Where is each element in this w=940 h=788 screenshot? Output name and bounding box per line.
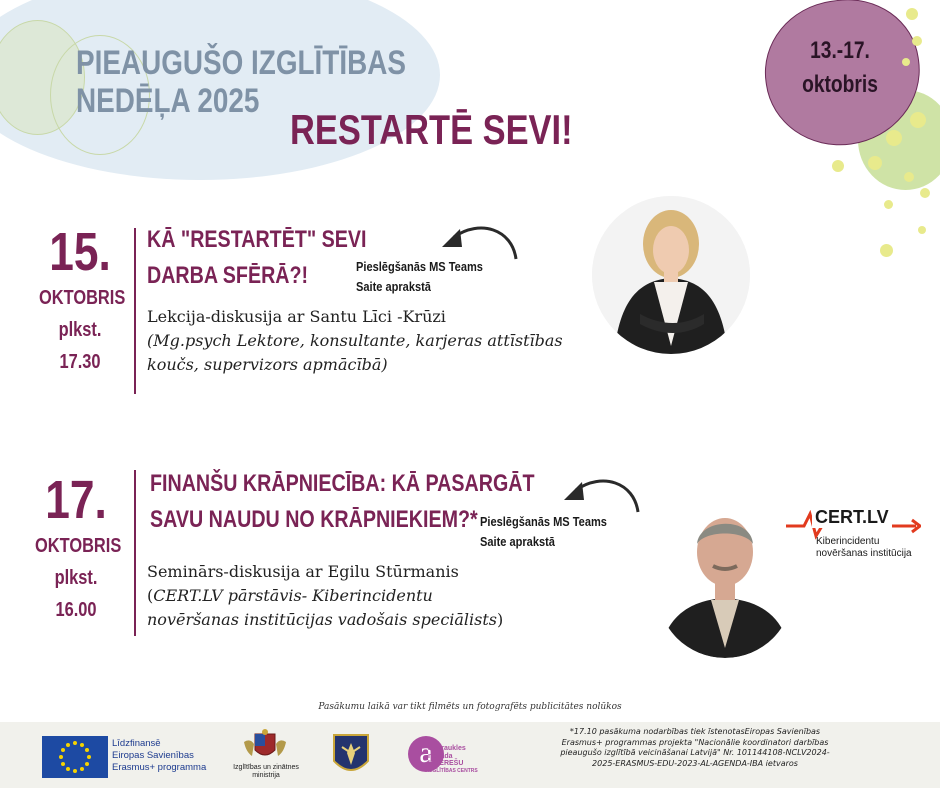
event2-desc-line1: Seminārs-diskusija ar Egilu Stūrmanis (147, 562, 459, 581)
event2-desc-line3: novēršanas institūcijas vadošais speciālists) (147, 610, 504, 629)
speaker1-photo (592, 196, 750, 354)
event2-title-line2: SAVU NAUDU NO KRĀPNIEKIEM?* (150, 506, 478, 533)
municipality-shield-icon (332, 733, 370, 779)
decor-dot (902, 58, 910, 66)
event2-title (150, 466, 534, 538)
funding-footnote: *17.10 pasākuma nodarbības tiek īstenotasEiropas Savienības Erasmus+ programmas projekta "Nacionālie koordinatori darbības pieaugušo izglītībā veicināšanai Latvijā" Nr. 101144108-NCLV2024-2025-ERASMUS-EDU-2023-AL-AGENDA-IBA ietvaros (560, 727, 830, 768)
page-title-line2: NEDĒĻA 2025 (76, 82, 260, 120)
event2-teams-line1: Pieslēgšanās MS Teams (480, 514, 607, 529)
event1-divider (134, 228, 136, 394)
eu-cofunded-label (112, 738, 206, 774)
aiz-line2: novada (428, 752, 453, 760)
event1-month: OKTOBRIS (39, 287, 126, 309)
eu-line1: Līdzfinansē (112, 738, 161, 749)
decor-dot (886, 130, 902, 146)
event2-month: OKTOBRIS (35, 535, 122, 557)
decor-dot (880, 244, 893, 257)
event2-description (147, 560, 547, 632)
aizkraukle-label (428, 745, 478, 775)
event1-teams[interactable] (356, 257, 483, 297)
event1-time: 17.30 (59, 351, 101, 373)
event1-date (39, 222, 126, 378)
eu-line3: Erasmus+ programma (112, 762, 207, 773)
decor-dot (912, 36, 922, 46)
event2-teams-line2: Saite aprakstā (480, 534, 555, 549)
eu-line2: Eiropas Savienības (112, 750, 194, 761)
slogan: RESTARTĒ SEVI! (290, 106, 573, 153)
ministry-line1: Izglītības un zinātnes (233, 764, 299, 771)
aiz-line3: INTEREŠU (428, 760, 464, 767)
cert-lv-sub1: Kiberincidentu (816, 536, 880, 547)
event1-desc-line2: (Mg.psych Lektore, konsultante, karjeras attīstības (147, 331, 563, 350)
cert-lv-name: CERT.LV (812, 506, 892, 528)
eu-flag-icon (42, 736, 108, 778)
decor-dot (906, 8, 918, 20)
event1-title (147, 222, 366, 294)
event2-divider (134, 470, 136, 636)
event1-desc-line3: koučs, supervizors apmācībā) (147, 355, 388, 374)
cert-lv-sub2: novēršanas institūcija (816, 548, 912, 559)
arrow-icon (560, 468, 642, 516)
event2-time-label: plkst. (54, 567, 98, 589)
event1-time-label: plkst. (58, 319, 102, 341)
dates-text (792, 34, 888, 102)
decor-dot (918, 226, 926, 234)
event1-title-line2: DARBA SFĒRĀ?! (147, 262, 309, 289)
event1-title-line1: KĀ "RESTARTĒT" SEVI (147, 226, 367, 253)
decor-dot (884, 200, 893, 209)
event1-desc-line1: Lekcija-diskusija ar Santu Līci -Krūzi (147, 307, 446, 326)
cert-lv-logo (786, 506, 921, 562)
decor-dot (832, 160, 844, 172)
decor-dot (910, 112, 926, 128)
cert-lv-subtitle (816, 536, 912, 560)
dates-line2: oktobris (802, 71, 878, 98)
event2-day: 17. (45, 470, 107, 530)
event2-date (35, 470, 122, 626)
aiz-line4: IZGLĪTĪBAS CENTRS (428, 767, 478, 774)
event1-description (147, 305, 567, 377)
aizkraukle-logo-icon: a (408, 736, 444, 772)
event2-title-line1: FINANŠU KRĀPNIECĪBA: KĀ PASARGĀT (150, 470, 535, 497)
filming-notice: Pasākumu laikā var tikt filmēts un fotografēts publicitātes nolūkos (318, 702, 622, 712)
decor-dot (868, 156, 882, 170)
event2-teams[interactable] (480, 512, 607, 552)
event1-teams-line2: Saite aprakstā (356, 279, 431, 294)
ministry-label (226, 764, 306, 780)
event2-desc-line2: (CERT.LV pārstāvis- Kiberincidentu (147, 586, 433, 605)
ministry-line2: ministrija (252, 772, 280, 779)
decor-dot (904, 172, 914, 182)
latvia-coat-of-arms-icon (240, 728, 290, 764)
page-title-line1: PIEAUGUŠO IZGLĪTĪBAS (76, 44, 406, 82)
dates-line1: 13.-17. (810, 37, 870, 64)
aiz-line1: aizkraukles (428, 745, 466, 752)
decor-dot (920, 188, 930, 198)
speaker2-photo (655, 508, 795, 658)
event1-day: 15. (49, 222, 111, 282)
arrow-icon (438, 215, 520, 263)
event1-teams-line1: Pieslēgšanās MS Teams (356, 259, 483, 274)
event2-time: 16.00 (55, 599, 97, 621)
